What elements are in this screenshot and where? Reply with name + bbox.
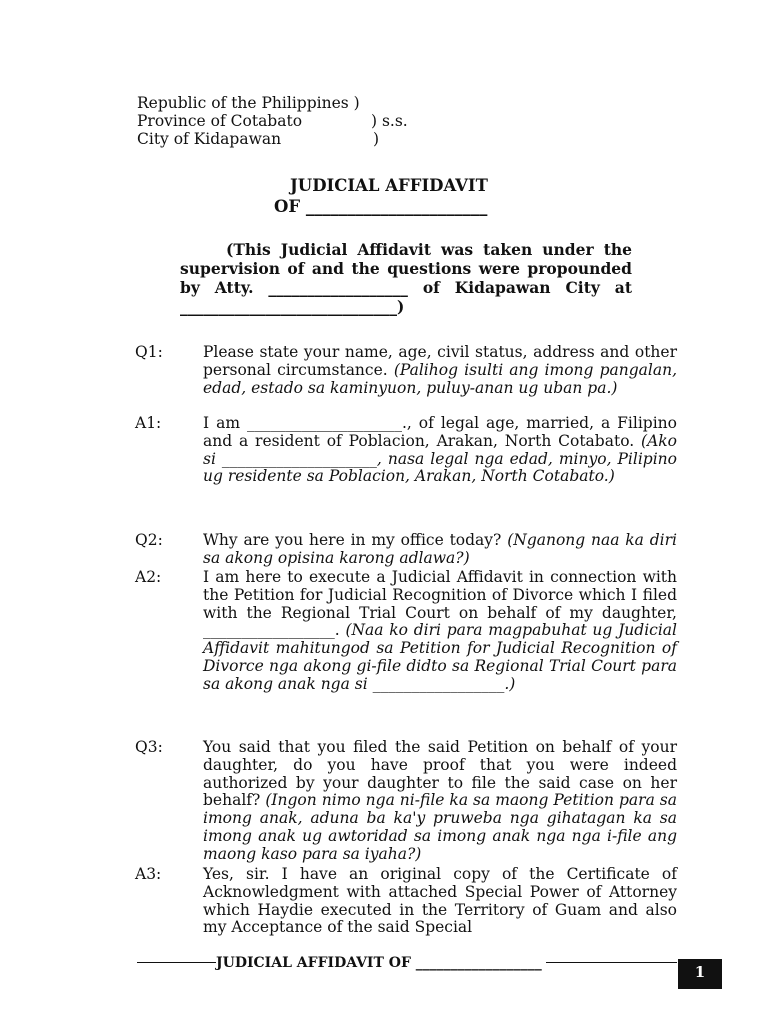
qa-item-q2 <box>135 532 677 568</box>
intro-paragraph: (This Judicial Affidavit was taken under the supervision of and the questions were propounded by Atty. __________________ of Kidapawan City at ____________________________) <box>180 240 632 316</box>
qa-text: Please state your name, age, civil status, address and other personal circumstance. <box>203 343 677 379</box>
qa-text: Yes, sir. I have an original copy of the Certificate of Acknowledgment with attached Special Power of Attorney which Haydie executed in the Territory of Guam and also my Acceptance of the said Special <box>203 865 677 937</box>
venue-republic: Republic of the Philippines ) <box>137 94 360 112</box>
qa-label: A3: <box>135 865 162 883</box>
venue-province: Province of Cotabato <box>137 112 303 130</box>
qa-label: Q3: <box>135 738 163 756</box>
qa-item-q3 <box>135 739 677 864</box>
qa-text: Why are you here in my office today? <box>203 531 502 549</box>
qa-translation: (Palihog isulti ang imong pangalan, edad, estado sa kaminyuon, puluy-anan ug uban pa.) <box>203 360 677 397</box>
qa-text: You said that you filed the said Petition on behalf of your daughter, do you have proof that you were indeed authorized by your daughter to file the said case on her behalf? <box>203 738 677 810</box>
qa-translation: (Nganong naa ka diri sa akong opisina karong adlawa?) <box>203 531 677 567</box>
qa-item-a3 <box>135 866 677 937</box>
qa-label: A2: <box>135 568 162 586</box>
qa-translation: (Ingon nimo nga ni-file ka sa maong Petition para sa imong anak, aduna ba ka'y pruweba nga gihatagan ka sa imong anak ug awtoridad sa imong anak nga nga i-file ang maong kaso para sa iyaha?) <box>203 791 677 863</box>
qa-label: Q2: <box>135 531 163 549</box>
qa-text: I am here to execute a Judicial Affidavit in connection with the Petition for Judicial Recognition of Divorce which I filed with the Regional Trial Court on behalf of my daughter, _________________. <box>203 568 677 640</box>
qa-translation: (Ako si ____________________, nasa legal nga edad, minyo, Pilipino ug residente sa Poblacion, Arakan, North Cotabato.) <box>203 431 677 486</box>
footer-title: JUDICIAL AFFIDAVIT OF __________________ <box>216 955 546 973</box>
venue-paren: ) <box>373 130 380 148</box>
qa-label: A1: <box>135 414 162 432</box>
venue-ss: ) s.s. <box>371 112 408 130</box>
document-title-of: OF ______________________ <box>274 197 488 216</box>
qa-translation: (Naa ko diri para magpabuhat ug Judicial Affidavit mahitungod sa Petition for Judicial Recognition of Divorce nga akong gi-file didto sa Regional Trial Court para sa akong anak nga si _________________.) <box>203 621 677 693</box>
qa-text: I am ____________________., of legal age, married, a Filipino and a resident of Poblacion, Arakan, North Cotabato. <box>203 414 677 450</box>
qa-item-a1 <box>135 415 677 486</box>
venue-city: City of Kidapawan <box>137 130 282 148</box>
qa-item-a2 <box>135 569 677 694</box>
page-number: 1 <box>678 959 722 989</box>
qa-item-q1 <box>135 344 677 397</box>
qa-label: Q1: <box>135 343 163 361</box>
document-title: JUDICIAL AFFIDAVIT <box>290 176 488 195</box>
